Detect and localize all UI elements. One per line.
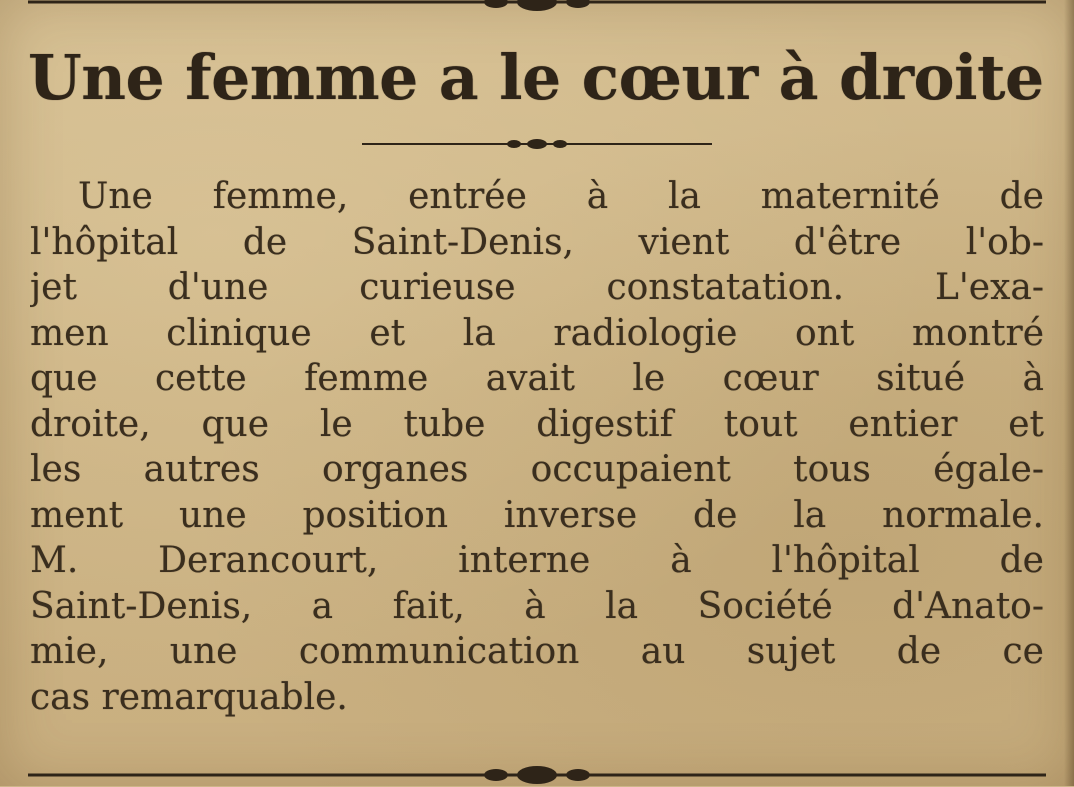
article-body [30, 174, 1044, 720]
article-line: cas remarquable. [30, 676, 348, 718]
article-line: l'hôpital de Saint-Denis, vient d'être l'ob- [30, 221, 1044, 263]
article-headline: Une femme a le cœur à droite [28, 41, 1044, 114]
article-line: men clinique et la radiologie ont montré [30, 312, 1044, 354]
article-line: les autres organes occupaient tous égale- [30, 449, 1044, 490]
article-line: jet d'une curieuse constatation. L'exa- [30, 267, 1044, 308]
bottom-ornamental-rule-icon [28, 763, 1046, 787]
article-line: ment une position inverse de la normale. [30, 494, 1044, 536]
top-ornamental-rule-icon [28, 0, 1046, 14]
middle-ornamental-rule-icon [362, 134, 712, 154]
article-line: droite, que le tube digestif tout entier et [30, 403, 1044, 445]
article-line: M. Derancourt, interne à l'hôpital de [30, 540, 1044, 581]
article-line: mie, une communication au sujet de ce [30, 631, 1044, 672]
article-line: Une femme, entrée à la maternité de [78, 176, 1044, 217]
article-line: que cette femme avait le cœur situé à [30, 358, 1044, 399]
paper-edge-shadow [1064, 0, 1074, 786]
article-line: Saint-Denis, a fait, à la Société d'Anato- [30, 585, 1044, 627]
